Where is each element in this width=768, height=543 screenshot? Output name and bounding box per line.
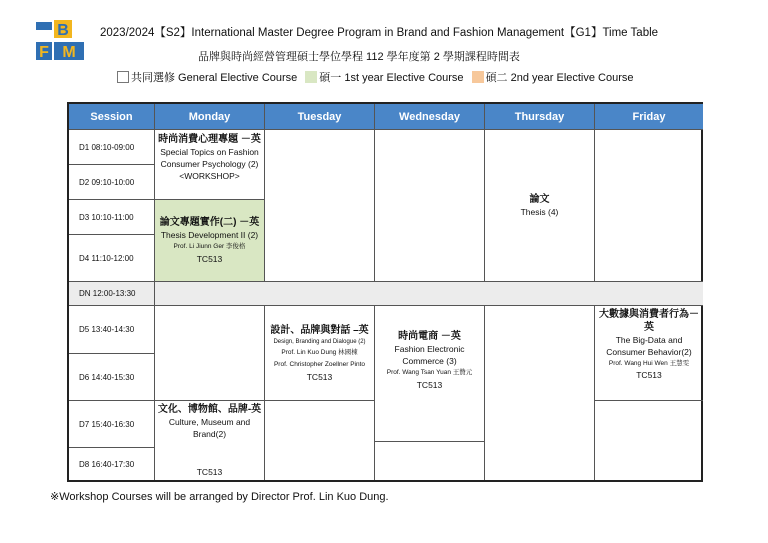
course-fashion-e-commerce — [375, 306, 485, 442]
empty-slot — [595, 130, 703, 282]
course-title-en: Design, Branding and Dialogue (2) — [273, 338, 366, 345]
svg-text:F: F — [39, 44, 49, 60]
course-fashion-consumer-psychology — [155, 130, 265, 200]
session-d2: D2 09:10-10:00 — [69, 165, 155, 200]
legend-swatch-second-year — [472, 71, 484, 83]
col-header-monday: Monday — [155, 104, 265, 130]
empty-slot — [595, 401, 703, 480]
course-title-en: Culture, Museum and Brand(2) — [168, 417, 251, 439]
course-room: TC513 — [306, 371, 333, 382]
col-header-session: Session — [69, 104, 155, 130]
page-subtitle: 品牌與時尚經營管理碩士學位學程 112 學年度第 2 學期課程時間表 — [198, 51, 520, 63]
course-professor: Prof. Wang Hui Wen 王慧雯 — [608, 360, 690, 367]
legend — [117, 69, 636, 85]
legend-swatch-first-year — [305, 71, 317, 83]
session-dn: DN 12:00-13:30 — [69, 282, 155, 306]
course-title-zh: 論文專題實作(二) －英 — [159, 217, 260, 228]
course-big-data-consumer-behavior — [595, 306, 703, 401]
col-header-wednesday: Wednesday — [375, 104, 485, 130]
course-note: <WORKSHOP> — [179, 171, 240, 181]
lunch-break-row — [155, 282, 703, 306]
bfm-logo — [36, 20, 88, 60]
course-professor: Prof. Christopher Zoellner Pinto — [273, 360, 366, 368]
course-thesis-development — [155, 200, 265, 282]
col-header-tuesday: Tuesday — [265, 104, 375, 130]
course-title-zh: 文化、博物館、品牌-英 — [157, 404, 262, 415]
session-d3: D3 10:10-11:00 — [69, 200, 155, 235]
session-d4: D4 11:10-12:00 — [69, 235, 155, 282]
course-title-zh: 設計、品牌與對話 –英 — [270, 324, 369, 336]
course-title-en: Thesis Development II (2) — [160, 230, 259, 240]
course-title-en: The Big-Data and Consumer Behavior(2) — [606, 335, 692, 357]
course-title-zh: 論文 — [529, 194, 550, 205]
page-title: 2023/2024【S2】International Master Degree Program in Brand and Fashion Management【G1】Time Table — [100, 27, 659, 39]
empty-slot — [265, 130, 375, 282]
course-room: TC513 — [416, 380, 443, 390]
svg-text:B: B — [57, 22, 69, 39]
course-title-en: Fashion Electronic Commerce (3) — [394, 344, 465, 366]
course-thesis — [485, 130, 595, 282]
course-culture-museum-brand — [155, 401, 265, 480]
course-title-zh: 時尚消費心理專題 －英 — [158, 134, 261, 145]
course-title-zh: 時尚電商 －英 — [398, 331, 461, 342]
empty-slot — [375, 442, 485, 480]
course-professor: Prof. Lin Kuo Dung 林國棟 — [281, 348, 358, 356]
session-d8: D8 16:40-17:30 — [69, 448, 155, 480]
course-design-branding-dialogue — [265, 306, 375, 401]
course-professor: Prof. Li Jiunn Ger 李俊格 — [173, 243, 246, 250]
legend-general: 共同選修 General Elective Course — [131, 72, 298, 84]
course-title-en: Thesis (4) — [520, 207, 559, 217]
empty-slot — [375, 130, 485, 282]
empty-slot — [485, 306, 595, 480]
session-d5: D5 13:40-14:30 — [69, 306, 155, 354]
course-title-en: Special Topics on Fashion Consumer Psychology (2) — [160, 147, 259, 169]
legend-first-year: 碩一 1st year Elective Course — [319, 72, 464, 84]
course-room: TC513 — [196, 254, 223, 264]
col-header-friday: Friday — [595, 104, 703, 130]
footnote: ※Workshop Courses will be arranged by Director Prof. Lin Kuo Dung. — [50, 491, 389, 503]
timetable — [67, 102, 703, 482]
col-header-thursday: Thursday — [485, 104, 595, 130]
svg-text:M: M — [62, 44, 76, 60]
session-d7: D7 15:40-16:30 — [69, 401, 155, 448]
course-room: TC513 — [196, 467, 223, 477]
course-professor: Prof. Wang Tsan Yuan 王贊元 — [386, 369, 473, 376]
course-title-zh: 大數據與消費者行為－英 — [599, 309, 699, 333]
legend-second-year: 碩二 2nd year Elective Course — [485, 72, 634, 84]
session-d6: D6 14:40-15:30 — [69, 354, 155, 401]
course-room: TC513 — [636, 370, 662, 380]
empty-slot — [155, 306, 265, 401]
empty-slot — [265, 401, 375, 480]
legend-swatch-general — [117, 71, 129, 83]
session-d1: D1 08:10-09:00 — [69, 130, 155, 165]
